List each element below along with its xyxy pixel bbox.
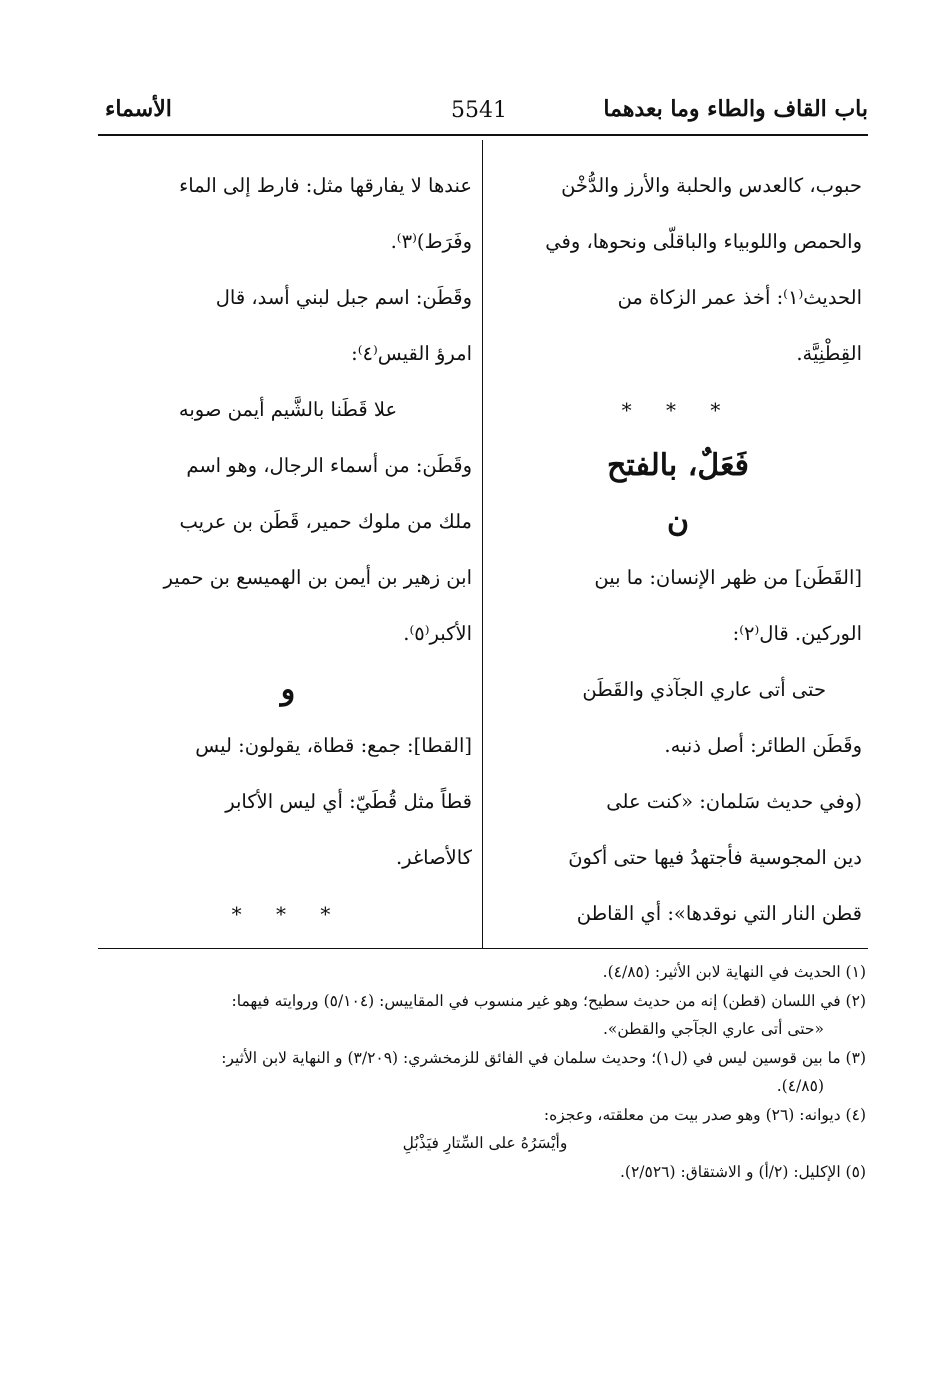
text-line: عندها لا يفارقها مثل: فارط إلى الماء (179, 174, 472, 197)
page-number: 5541 (451, 98, 507, 123)
letter-heading: ن (666, 504, 690, 539)
text-line: الأكبر⁽٥⁾. (403, 622, 472, 645)
text-line: القِطْنِيَّة. (796, 342, 862, 365)
footnote-line: (٥) الإكليل: (٢/أ) و الاشتقاق: (٢/٥٢٦). (620, 1162, 866, 1181)
entry-line: (وفي حديث سَلمان: «كنت على (606, 790, 862, 813)
text-line: وفَرَط)⁽٣⁾. (390, 230, 472, 253)
letter-heading: و (280, 672, 296, 707)
section-separator: * * * (231, 902, 345, 926)
text-line: حبوب، كالعدس والحلبة والأرز والدُّخْن (561, 174, 862, 197)
column-divider (482, 140, 483, 948)
section-separator: * * * (621, 398, 735, 422)
footnote-rule (98, 948, 868, 949)
header-rule (98, 134, 868, 136)
footnote-line: (١) الحديث في النهاية لابن الأثير: (٤/٨٥). (602, 963, 866, 981)
page-header (95, 96, 868, 130)
entry-line: [القَطَن] من ظهر الإنسان: ما بين (594, 566, 862, 589)
footnote-line: (٤/٨٥). (776, 1077, 824, 1095)
footnote-line: (٤) ديوانه: (٢٦) وهو صدر بيت من معلقته، وعجزه: (543, 1105, 866, 1124)
text-line: ابن زهير بن أيمن بن الهميسع بن حمير (163, 566, 472, 589)
text-line: امرؤ القيس⁽٤⁾: (351, 342, 472, 365)
footnotes (104, 958, 866, 1186)
footnote-line: (٢) في اللسان (قطن) إنه من حديث سطيح؛ وهو غير منسوب في المقاييس: (٥/١٠٤) وروايته فيهما: (231, 991, 866, 1010)
chapter-title: باب القاف والطاء وما بعدهما (603, 96, 868, 122)
footnote-line: (٣) ما بين قوسين ليس في (ل١)؛ وحديث سلمان في الفائق للزمخشري: (٣/٢٠٩) و النهاية لابن الأثير: (221, 1048, 866, 1067)
entry-line: [القطا]: جمع: قطاة، يقولون: ليس (195, 734, 472, 757)
text-line: وقَطَن: من أسماء الرجال، وهو اسم (186, 454, 472, 477)
text-line: والحمص واللوبياء والباقلّى ونحوها، وفي (545, 230, 862, 253)
entry-line: دين المجوسية فأجتهدُ فيها حتى أكونَ (568, 846, 862, 869)
verse-line: علا قَطَنا بالشَّيم أيمن صوبه (178, 398, 398, 421)
right-column (494, 158, 862, 942)
verse-line: حتى أتى عاري الجآذي والقَطَن (582, 678, 826, 701)
left-column (104, 158, 472, 942)
entry-line: وقَطَن الطائر: أصل ذنبه. (664, 734, 862, 757)
text-line: وقَطَن: اسم جبل لبني أسد، قال (215, 286, 472, 309)
entry-line: قطن النار التي نوقدها»: أي القاطن (576, 902, 862, 925)
footnote-line: «حتى أتى عاري الجآجي والقطن». (602, 1020, 824, 1038)
footnote-verse: وأيْسَرُهُ على السِّتارِ فيَذْبُلِ (402, 1134, 568, 1152)
section-heading: فَعَلٌ، بالفتح (607, 448, 749, 483)
entry-line: الوركين. قال⁽٢⁾: (732, 622, 862, 645)
text-line: الحديث⁽١⁾: أخذ عمر الزكاة من (617, 286, 862, 309)
entry-line: قطاً مثل قُطَيّ: أي ليس الأكابر (225, 790, 472, 813)
section-title: الأسماء (105, 96, 172, 122)
text-line: ملك من ملوك حمير، قَطَن بن عريب (179, 510, 472, 533)
entry-line: كالأصاغر. (395, 846, 472, 869)
